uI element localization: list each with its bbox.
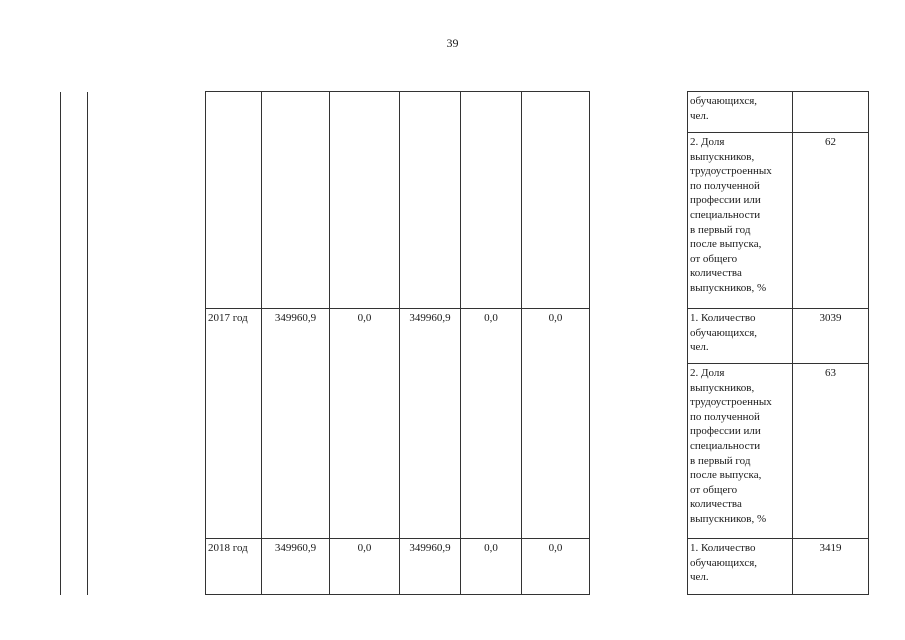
page-number: 39 bbox=[446, 36, 459, 50]
indicator-name-cell: 2. Доля выпускников, трудоустроенных по полученной профессии или специальности в первый год после выпуска, от общего количества выпускников, % bbox=[688, 133, 793, 309]
executor-column bbox=[590, 92, 688, 595]
table-row bbox=[61, 92, 869, 133]
federal-budget-cell bbox=[330, 92, 400, 309]
year-cell bbox=[206, 92, 262, 309]
total-funding-cell: 349960,9 bbox=[262, 309, 330, 539]
federal-budget-cell: 0,0 bbox=[330, 309, 400, 539]
year-cell: 2017 год bbox=[206, 309, 262, 539]
indicator-value-cell: 63 bbox=[793, 364, 869, 539]
indicator-value-cell bbox=[793, 92, 869, 133]
local-budget-cell: 0,0 bbox=[461, 539, 522, 595]
program-table bbox=[60, 91, 869, 595]
total-funding-cell bbox=[262, 92, 330, 309]
regional-budget-cell bbox=[400, 92, 461, 309]
activity-name-column bbox=[88, 92, 206, 595]
indicator-name-cell: 2. Доля выпускников, трудоустроенных по полученной профессии или специальности в первый год после выпуска, от общего количества выпускников, % bbox=[688, 364, 793, 539]
regional-budget-cell: 349960,9 bbox=[400, 309, 461, 539]
regional-budget-cell: 349960,9 bbox=[400, 539, 461, 595]
federal-budget-cell: 0,0 bbox=[330, 539, 400, 595]
local-budget-cell: 0,0 bbox=[461, 309, 522, 539]
year-cell: 2018 год bbox=[206, 539, 262, 595]
indicator-name-cell: 1. Количество обучающихся, чел. bbox=[688, 539, 793, 595]
indicator-value-cell: 3039 bbox=[793, 309, 869, 364]
other-sources-cell bbox=[522, 92, 590, 309]
number-column bbox=[61, 92, 88, 595]
other-sources-cell: 0,0 bbox=[522, 539, 590, 595]
local-budget-cell bbox=[461, 92, 522, 309]
other-sources-cell: 0,0 bbox=[522, 309, 590, 539]
indicator-name-cell: обучающихся, чел. bbox=[688, 92, 793, 133]
indicator-value-cell: 3419 bbox=[793, 539, 869, 595]
indicator-value-cell: 62 bbox=[793, 133, 869, 309]
indicator-name-cell: 1. Количество обучающихся, чел. bbox=[688, 309, 793, 364]
total-funding-cell: 349960,9 bbox=[262, 539, 330, 595]
